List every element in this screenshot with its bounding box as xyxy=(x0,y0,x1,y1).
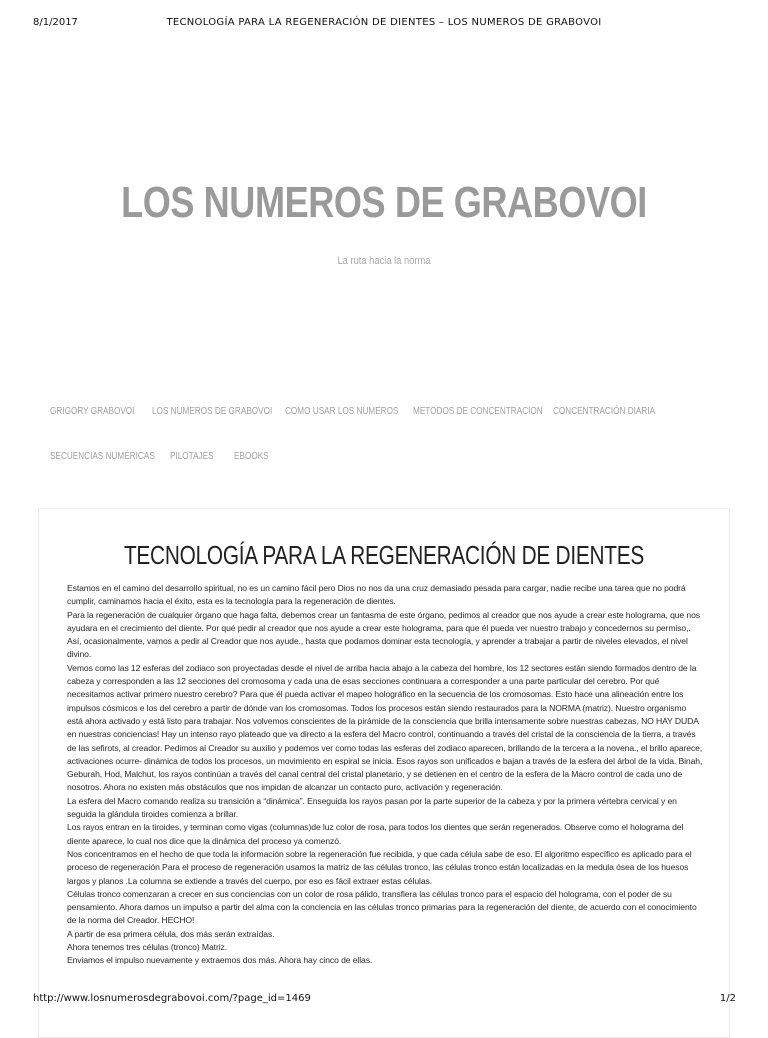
print-page-title: TECNOLOGÍA PARA LA REGENERACIÓN DE DIENTES – LOS NUMEROS DE GRABOVOI xyxy=(166,17,602,28)
site-tagline: La ruta hacia la norma xyxy=(337,255,431,267)
print-date: 8/1/2017 xyxy=(33,17,78,28)
site-title[interactable]: LOS NUMEROS DE GRABOVOI xyxy=(121,178,647,227)
nav-item-concentracion-diaria[interactable]: CONCENTRACIÓN DIARIA xyxy=(553,406,656,417)
post-paragraph: Para la regeneración de cualquier órgano que haga falta, debemos crear un fantasma de este órgano, pedimos al creador que nos ayude a crear este holograma, que nos ayudara en el crecimiento del diente. Por qué pedir al creador que nos ayude a crear este holograma, para que él pueda ver nuestro trabajo y concedernos su permiso,. Así, ocasionalmente, vamos a pedir al Creador que nos ayude., hasta que podamos dominar esta tecnología, y aprender a trabajar a partir de niveles elevados, el nivel divino. xyxy=(67,609,700,660)
post-paragraph: A partir de esa primera célula, dos más serán extraídas. xyxy=(67,928,275,939)
print-header xyxy=(0,0,768,40)
post-paragraph: Células tronco comenzaran a crecer en sus conciencias con un color de rosa pálido, transfiera las células tronco para el espacio del holograma, con el poder de su pensamiento. Ahora damos un impulso a partir del alma con la conciencia en las células tronco primarias para la regeneración del diente, de acuerdo con el conocimiento de la norma del Creador. HECHO! xyxy=(67,888,697,926)
print-url: http://www.losnumerosdegrabovoi.com/?page_id=1469 xyxy=(33,993,311,1004)
post-title: TECNOLOGÍA PARA LA REGENERACIÓN DE DIENTES xyxy=(123,540,645,570)
nav-item-los-numeros[interactable]: LOS NUMEROS DE GRABOVOI xyxy=(152,406,273,417)
nav-item-grigory-grabovoi[interactable]: GRIGORY GRABOVOI xyxy=(50,406,135,417)
print-page-number: 1/2 xyxy=(719,993,736,1004)
post-paragraph: Enviamos el impulso nuevamente y extraemos dos más. Ahora hay cinco de ellas. xyxy=(67,955,373,966)
post-body xyxy=(67,582,703,968)
post-paragraph: Nos concentramos en el hecho de que toda la información sobre la regeneración fue recibida, y que cada célula sabe de eso. El algoritmo específico es aplicado para el proceso de regeneración Para el proceso de regeneración usamos la matriz de las células tronco, las células tronco están localizadas en la medula ósea de los huesos largos y planos .La columna se extiende a través del cuerpo, por eso es fácil extraer estas células. xyxy=(67,848,692,886)
nav-item-metodos[interactable]: METODOS DE CONCENTRACION xyxy=(413,406,543,417)
post-paragraph: Los rayos entran en la tiroides, y terminan como vigas (columnas)de luz color de rosa, para todos los dientes que serán regenerados. Observe como el holograma del diente aparece, lo cual nos dice que la dinámica del proceso ya comenzó. xyxy=(67,822,684,846)
nav-item-como-usar[interactable]: COMO USAR LOS NUMEROS xyxy=(285,406,399,417)
post-paragraph: La esfera del Macro comando realiza su transición a “dinámica”. Enseguida los rayos pasan por la parte superior de la cabeza y por la primera vértebra cervical y en seguida la glándula tiroides comienza a brillar. xyxy=(67,795,677,820)
post-paragraph: Vemos como las 12 esferas del zodiaco son proyectadas desde el nivel de arriba hacia abajo a la cabeza del hombre, los 12 sectores están siendo formados dentro de la cabeza y corresponden a las 12 secciones del cromosoma y cada una de esas secciones continuara a corresponder a una parte particular del cerebro. Por qué necesitamos activar primero nuestro cerebro? Para que él pueda activar el mapeo holográfico en la secuencia de los cromosomas. Esto hace una alineación entre los impulsos cósmicos e los del cerebro a partir de dónde van los cromosomas. Todos los procesos están siendo restaurados para la NORMA (matriz). Nuestro organismo está ahora activado y está listo para trabajar. Nos volvemos conscientes de la pirámide de la consciencia que brilla intensamente sobre nuestras cabezas, NO HAY DUDA en nuestras conciencias! Hay un intenso rayo plateado que va directo a la esfera del Macro control, continuando a través del cristal de la consciencia de la tierra, a través de las sefirots, al creador. Pedimos al Creador su auxilio y podemos ver como todas las esferas del zodiaco aparecen, brillando de la tercera a la novena., el brillo aparece, activaciones ocurre- dinámica de todos los procesos, un movimiento en espiral se inicia. Esos rayos son unificados e bajan a través de la esfera del árbol de la vida. Binah, Geburah, Hod, Malchut, los rayos continúan a través del canal central del cristal planetario, y se detienen en el centro de la esfera de la Macro control de cada uno de nosotros. Ahora no existen más obstáculos que nos impidan de alcanzar un contacto puro, activación y regeneración. xyxy=(67,662,703,793)
nav-item-pilotajes[interactable]: PILOTAJES xyxy=(170,451,214,462)
post-paragraph: Ahora tenemos tres células (tronco) Matriz. xyxy=(67,942,227,953)
post-paragraph: Estamos en el camino del desarrollo spiritual, no es un camino fácil pero Dios no nos da una cruz demasiado pesada para cargar, nadie recibe una tarea que no podrá cumplir, caminamos hacia el éxito, esta es la tecnología para la regeneración de dientes. xyxy=(67,583,686,607)
nav-item-secuencias[interactable]: SECUENCIAS NUMÉRICAS xyxy=(50,451,155,462)
nav-item-ebooks[interactable]: EBOOKS xyxy=(234,451,269,462)
